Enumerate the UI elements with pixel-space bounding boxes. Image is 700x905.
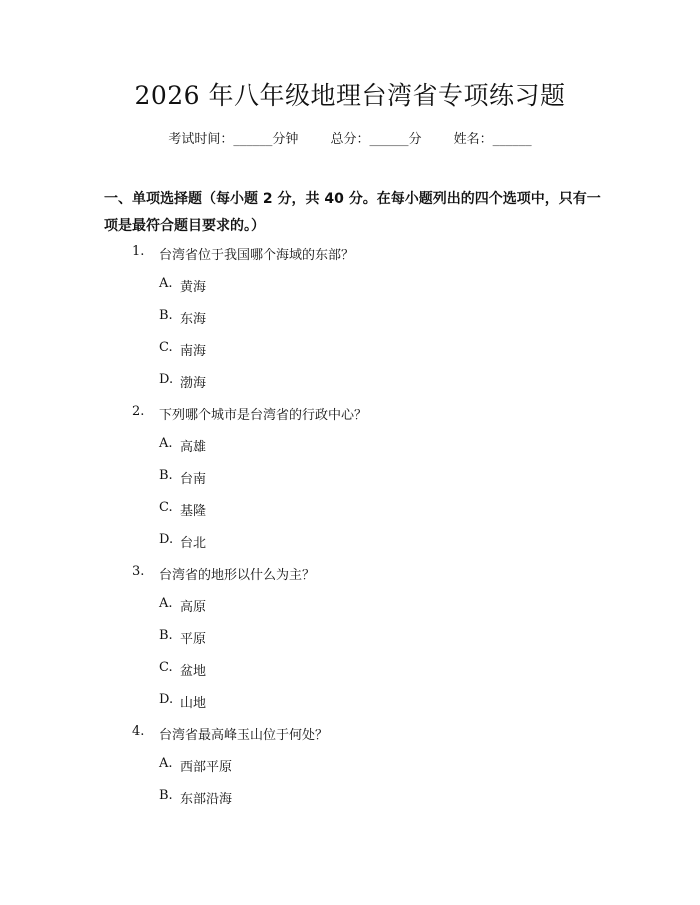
question-number: 2. <box>132 404 145 419</box>
option-letter: B. <box>159 628 173 643</box>
option-text: 西部平原 <box>180 760 233 775</box>
option-text: 山地 <box>180 696 207 711</box>
option-item <box>0 654 700 686</box>
option-text: 平原 <box>180 632 207 647</box>
question-stem: 台湾省最高峰玉山位于何处？ <box>159 728 329 743</box>
option-letter: D. <box>159 692 174 707</box>
option-item <box>0 622 700 654</box>
option-letter: C. <box>159 660 173 675</box>
option-letter: A. <box>159 436 173 451</box>
option-letter: A. <box>159 756 173 771</box>
option-text: 南海 <box>180 344 207 359</box>
option-item <box>0 462 700 494</box>
option-letter: B. <box>159 788 173 803</box>
option-text: 黄海 <box>180 280 207 295</box>
option-text: 基隆 <box>180 504 207 519</box>
section-header: 一、单项选择题（每小题 2 分，共 40 分。在每小题列出的四个选项中，只有一项是最符合题目要求的。） <box>104 191 601 234</box>
option-text: 东部沿海 <box>180 792 233 807</box>
question-stem: 下列哪个城市是台湾省的行政中心？ <box>159 408 368 423</box>
option-letter: D. <box>159 532 174 547</box>
option-item <box>0 590 700 622</box>
question-item <box>0 238 700 270</box>
question-number: 4. <box>132 724 145 739</box>
option-text: 渤海 <box>180 376 207 391</box>
question-list <box>0 238 700 814</box>
total-score-field: 总分：______分 <box>330 132 422 147</box>
option-text: 台南 <box>180 472 207 487</box>
question-item <box>0 558 700 590</box>
option-item <box>0 526 700 558</box>
option-letter: A. <box>159 276 173 291</box>
option-item <box>0 270 700 302</box>
option-letter: A. <box>159 596 173 611</box>
option-item <box>0 366 700 398</box>
question-item <box>0 718 700 750</box>
exam-meta <box>0 130 700 150</box>
option-item <box>0 334 700 366</box>
exam-time-field: 考试时间：______分钟 <box>168 132 299 147</box>
option-letter: D. <box>159 372 174 387</box>
option-text: 高原 <box>180 600 207 615</box>
question-stem: 台湾省位于我国哪个海域的东部？ <box>159 248 355 263</box>
option-text: 盆地 <box>180 664 207 679</box>
question-number: 1. <box>132 244 145 259</box>
option-item <box>0 750 700 782</box>
question-stem: 台湾省的地形以什么为主？ <box>159 568 316 583</box>
question-item <box>0 398 700 430</box>
option-text: 台北 <box>180 536 207 551</box>
question-number: 3. <box>132 564 145 579</box>
option-item <box>0 302 700 334</box>
option-letter: B. <box>159 308 173 323</box>
option-item <box>0 686 700 718</box>
option-letter: C. <box>159 340 173 355</box>
option-letter: B. <box>159 468 173 483</box>
student-name-field: 姓名：______ <box>453 132 532 147</box>
option-text: 东海 <box>180 312 207 327</box>
option-item <box>0 430 700 462</box>
option-letter: C. <box>159 500 173 515</box>
option-item <box>0 782 700 814</box>
page-title: 2026 年八年级地理台湾省专项练习题 <box>134 81 566 110</box>
option-item <box>0 494 700 526</box>
option-text: 高雄 <box>180 440 207 455</box>
